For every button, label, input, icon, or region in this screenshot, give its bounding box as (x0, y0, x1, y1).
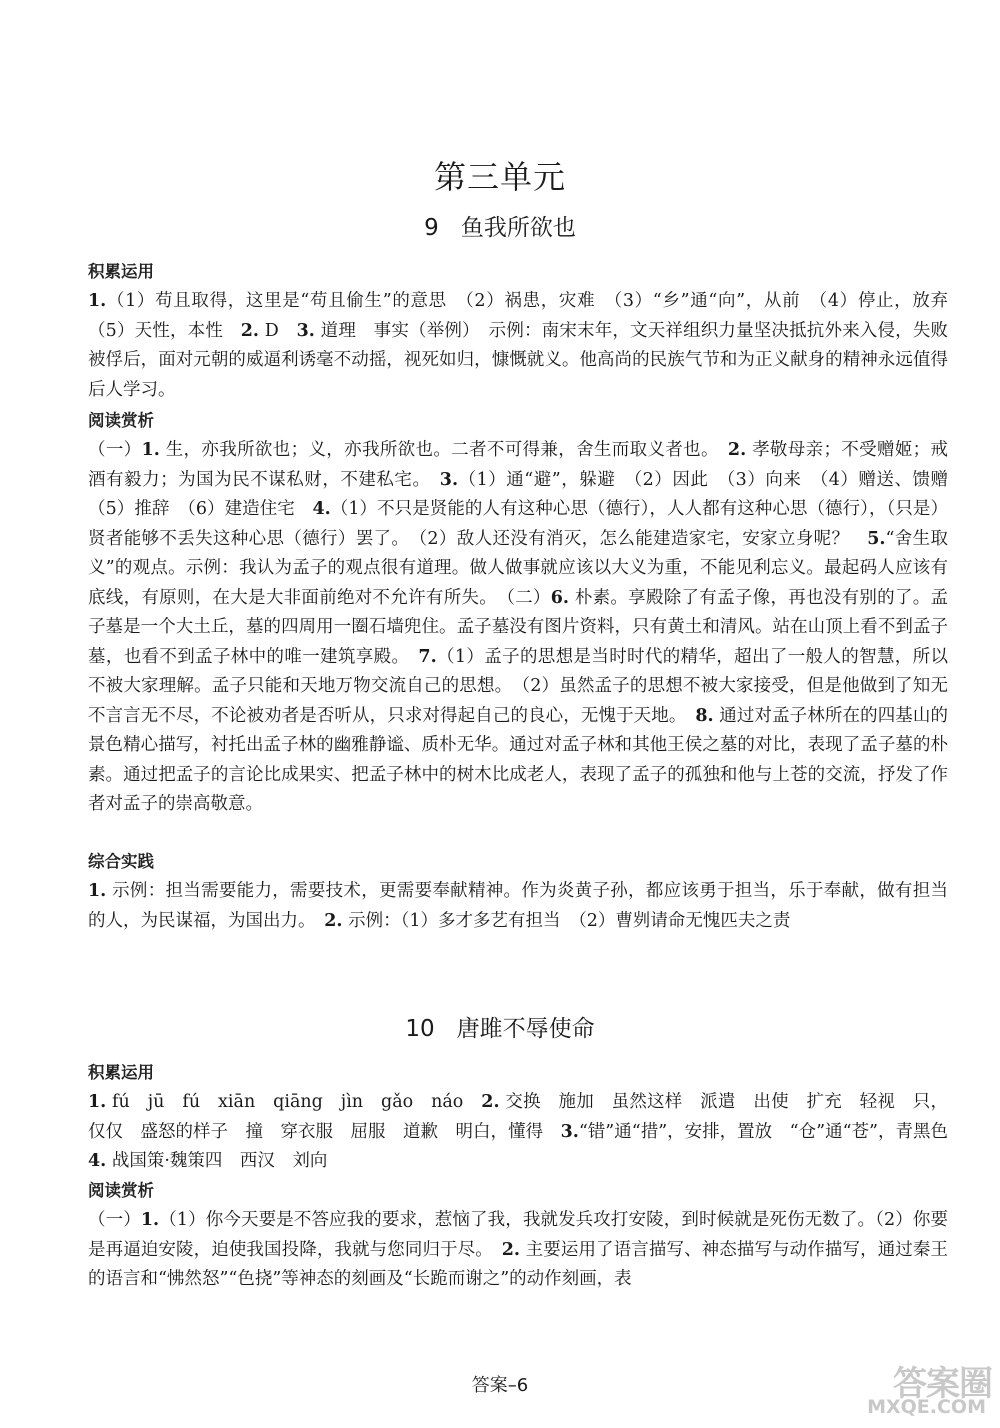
lesson-9-reading (88, 406, 966, 820)
watermark (852, 1356, 992, 1422)
lesson-10-title (0, 1010, 1000, 1043)
lesson-name: 唐雎不辱使命 (456, 1016, 595, 1042)
section-heading: 综合实践 (88, 852, 154, 871)
section-answer: 1. 示例：担当需要能力，需要技术，更需要奉献精神。作为炎黄子孙，都应该勇于担当，乐于奉献，做有担当的人，为民谋福，为国出力。 2. 示例：（1）多才多艺有担当 （2）曹刿请命无愧匹夫之责 (88, 881, 948, 931)
section-heading: 积累运用 (88, 262, 154, 281)
section-heading: 阅读赏析 (88, 1181, 154, 1200)
lesson-name: 鱼我所欲也 (460, 215, 576, 241)
section-answer: 1. fú jū fú xiān qiāng jìn gǎo náo 2. 交换 施加 虽然这样 派遣 出使 扩充 轻视 只，仅仅 盛怒的样子 撞 穿衣服 屈服 道歉 明白，懂得 3.“错”通“措”，安排，置放 “仓”通“苍”，青黑色 4. 战国策·魏策四 西汉 刘向 (88, 1092, 966, 1171)
watermark-logo: 答案圈 (893, 1364, 992, 1404)
section-answer: （一）1.（1）你今天要是不答应我的要求，惹恼了我，我就发兵攻打安陵，到时候就是死伤无数了。（2）你要是再逼迫安陵，迫使我国投降，我就与您同归于尽。 2. 主要运用了语言描写、神态描写与动作描写，通过秦王的语言和“怫然怒”“色挠”等神态的刻画及“长跪而谢之”的动作刻画，表 (88, 1210, 949, 1289)
section-heading: 积累运用 (88, 1063, 154, 1082)
lesson-9-practice (88, 847, 948, 936)
lesson-number: 10 (405, 1016, 435, 1042)
watermark-url: MXQE.COM (867, 1396, 986, 1418)
lesson-9-title (0, 209, 1000, 242)
lesson-number: 9 (424, 215, 439, 241)
lesson-10-reading (88, 1176, 948, 1295)
unit-title: 第三单元 (433, 158, 566, 196)
lesson-9-accumulation (88, 257, 966, 405)
section-answer: （一）1. 生，亦我所欲也；义，亦我所欲也。二者不可得兼，舍生而取义者也。 2. 孝敬母亲；不受赠姬；戒酒有毅力；为国为民不谋私财，不建私宅。 3.（1）通“避”，躲避 （2）因此 （3）向来 （4）赠送、馈赠 （5）推辞 （6）建造住宅 4.（1）不只是贤能的人有这种心思（德行），人人都有这种心思（德行），（只是）贤者能够不丢失这种心思（德行）罢了。 （2）敌人还没有消灭，怎么能建造家宅，安家立身呢？ 5.“舍生取义”的观点。示例：我认为孟子的观点很有道理。做人做事就应该以大义为重，不能见利忘义。最起码人应该有底线，有原则，在大是大非面前绝对不允许有所失。 （二）6. 朴素。享殿除了有孟子像，再也没有别的了。孟子墓是一个大土丘，墓的四周用一圈石墙兜住。孟子墓没有图片资料，只有黄土和清风。站在山顶上看不到孟子墓，也看不到孟子林中的唯一建筑享殿。 7.（1）孟子的思想是当时时代的精华，超出了一般人的智慧，所以不被大家理解。孟子只能和天地万物交流自己的思想。 （2）虽然孟子的思想不被大家接受，但是他做到了知无不言言无不尽，不论被劝者是否听从，只求对得起自己的良心，无愧于天地。 8. 通过对孟子林所在的四基山的景色精心描写，衬托出孟子林的幽雅静谧、质朴无华。通过对孟子林和其他王侯之墓的对比，表现了孟子墓的朴素。通过把孟子的言论比成果实、把孟子林中的树木比成老人，表现了孟子的孤独和他与上苍的交流，抒发了作者对孟子的崇高敬意。 (88, 440, 966, 814)
section-heading: 阅读赏析 (88, 411, 154, 430)
lesson-10-accumulation (88, 1058, 966, 1177)
page-number: 答案–6 (471, 1375, 529, 1396)
section-answer: 1.（1）苟且取得，这里是“苟且偷生”的意思 （2）祸患，灾难 （3）“乡”通“向”，从前 （4）停止，放弃 （5）天性，本性 2. D 3. 道理 事实（举例） 示例：南宋末年，文天祥组织力量坚决抵抗外来入侵，失败被俘后，面对元朝的威逼利诱毫不动摇，视死如归，慷慨就义。他高尚的民族气节和为正义献身的精神永远值得后人学习。 (88, 291, 966, 400)
